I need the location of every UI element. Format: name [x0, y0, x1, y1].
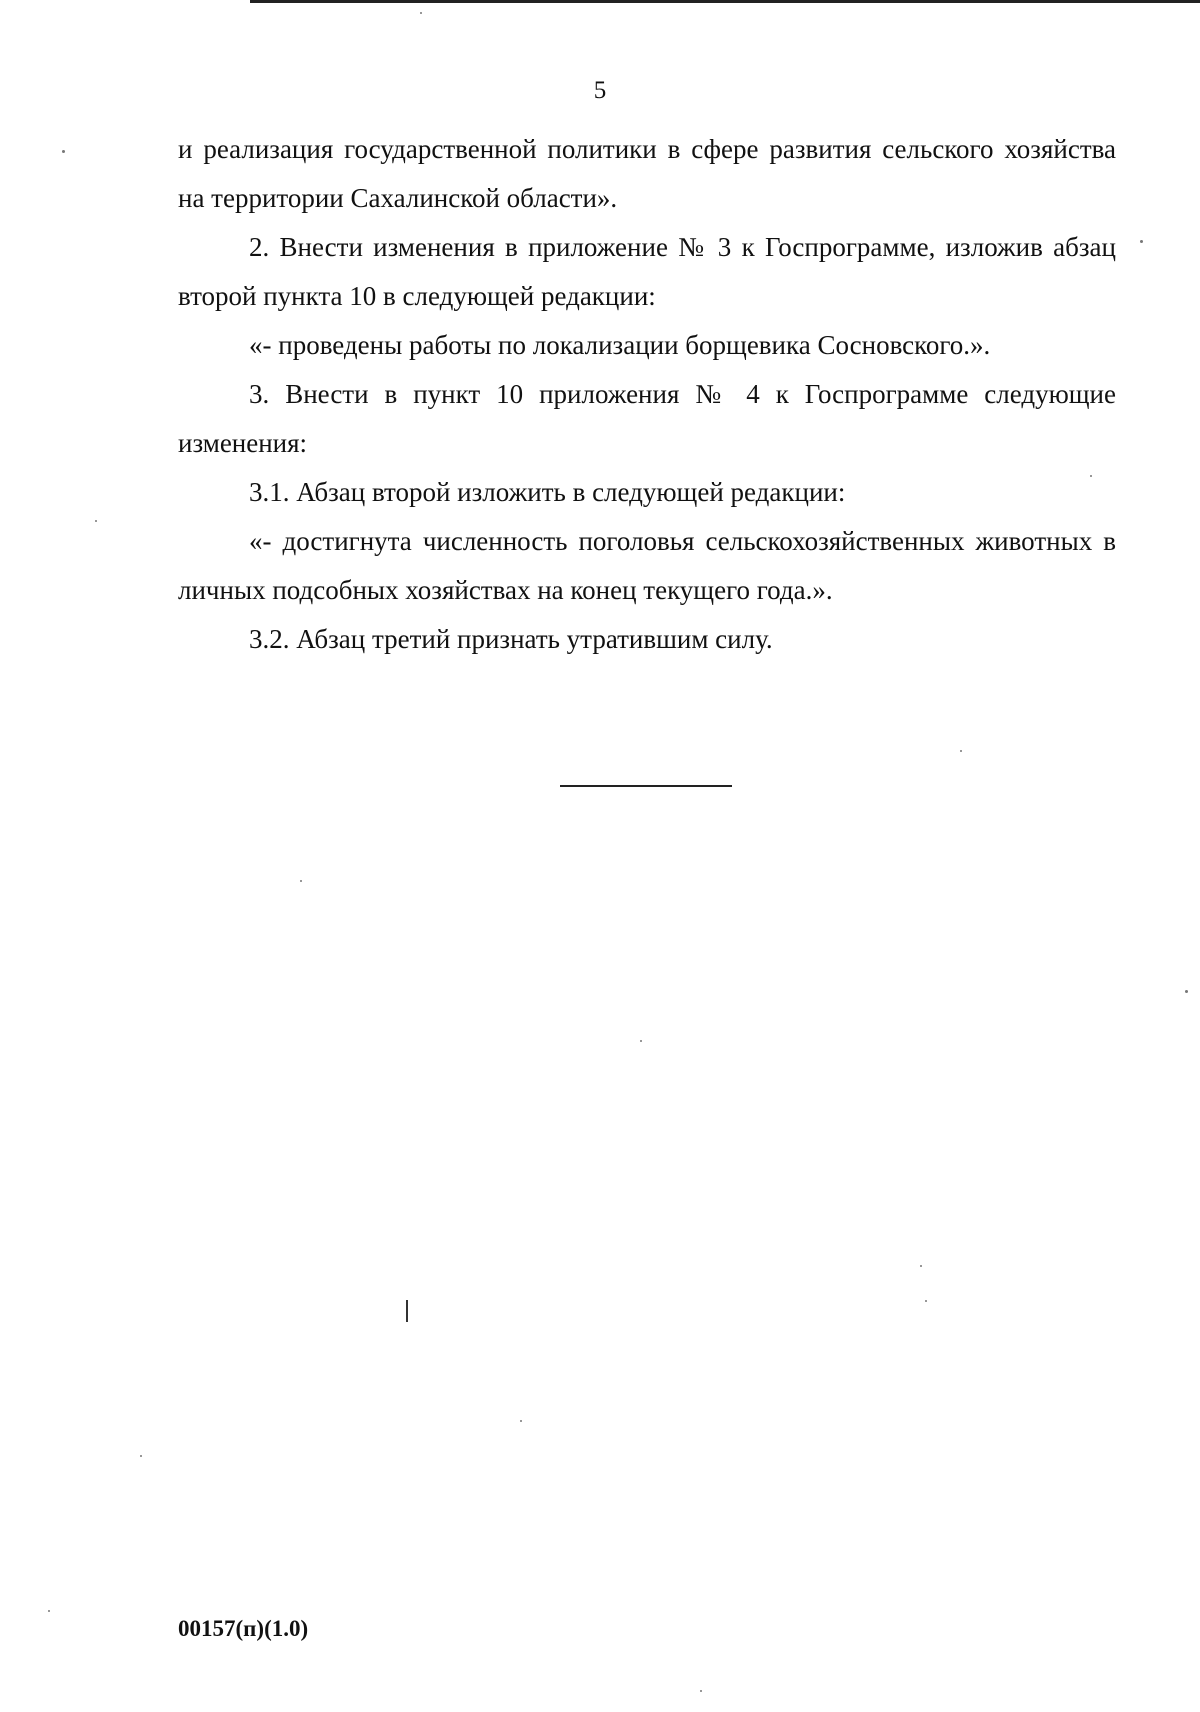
scan-speck	[420, 12, 422, 14]
end-of-text-line	[560, 785, 732, 787]
scan-speck	[95, 520, 97, 522]
scan-speck	[960, 750, 962, 752]
paragraph-continuation: и реализация государственной политики в сфере развития сельского хозяйства на территории Сахалинской области».	[178, 134, 1116, 213]
scan-speck	[1185, 990, 1188, 993]
paragraph-item-3-1: 3.1. Абзац второй изложить в следующей редакции:	[249, 477, 846, 507]
scan-speck	[300, 880, 302, 882]
scan-speck	[1090, 475, 1092, 477]
scan-speck	[1140, 240, 1143, 243]
scan-speck	[700, 1690, 702, 1692]
scan-speck	[925, 1300, 927, 1302]
document-body	[178, 125, 1116, 664]
scan-speck	[62, 150, 65, 153]
paragraph-quote-2: «- достигнута численность поголовья сельскохозяйственных животных в личных подсобных хозяйствах на конец текущего года.».	[178, 526, 1116, 605]
paragraph-item-2: 2. Внести изменения в приложение № 3 к Госпрограмме, изложив абзац второй пункта 10 в следующей редакции:	[178, 232, 1116, 311]
paragraph-item-3: 3. Внести в пункт 10 приложения № 4 к Госпрограмме следующие изменения:	[178, 379, 1116, 458]
scan-speck	[48, 1610, 50, 1612]
page-number: 5	[593, 77, 607, 104]
scan-speck	[920, 1265, 922, 1267]
scan-speck	[640, 1040, 642, 1042]
document-code: 00157(п)(1.0)	[178, 1616, 309, 1641]
paragraph-quote-1: «- проведены работы по локализации борщевика Сосновского.».	[249, 330, 991, 360]
scan-mark	[406, 1300, 408, 1322]
scan-speck	[520, 1420, 522, 1422]
scan-speck	[140, 1455, 142, 1457]
paragraph-item-3-2: 3.2. Абзац третий признать утратившим силу.	[249, 624, 773, 654]
top-border-line	[250, 0, 1200, 3]
